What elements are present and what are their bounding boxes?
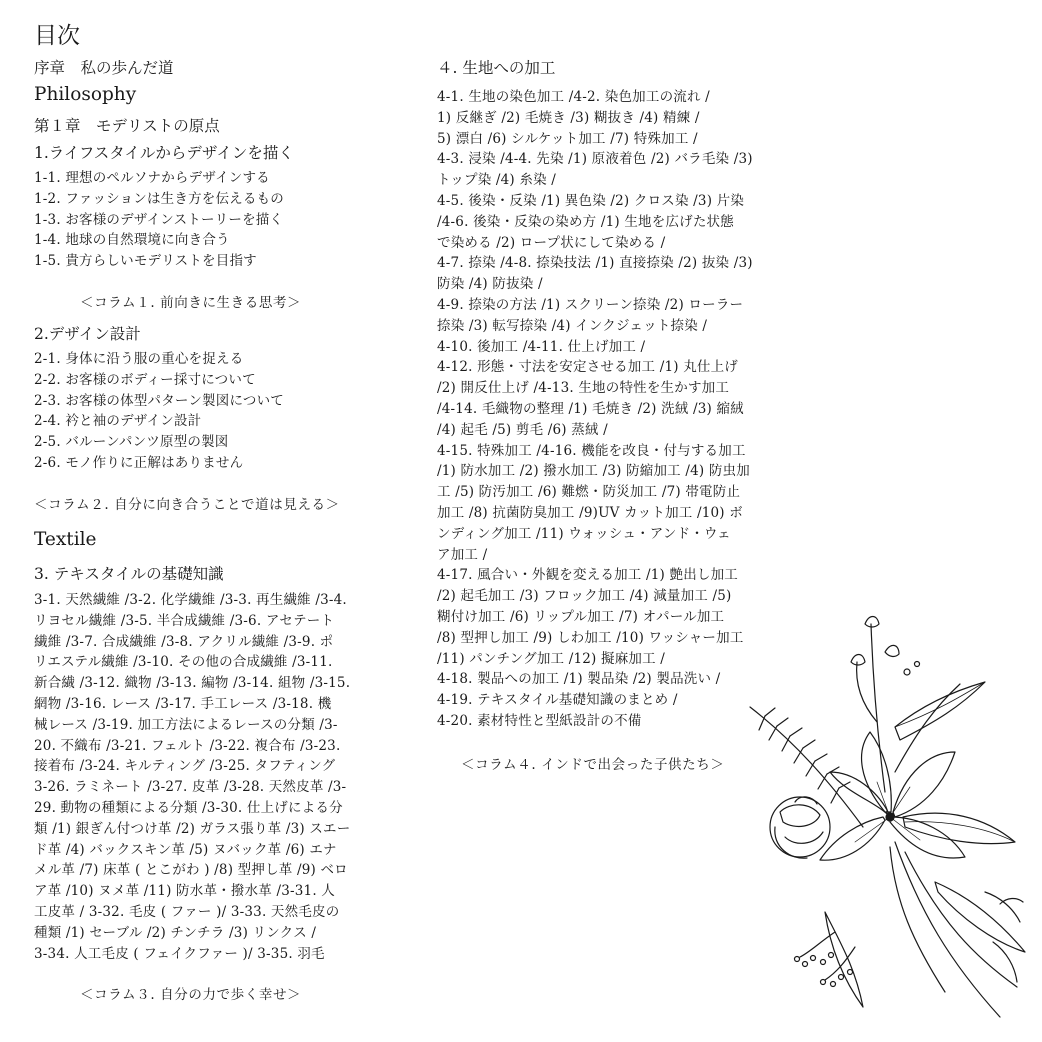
toc-line: 5) 漂白 /6) シルケット加工 /7) 特殊加工 / bbox=[437, 130, 698, 147]
toc-item: 2-3. お客様の体型パターン製図について bbox=[34, 392, 284, 409]
toc-line: 4-10. 後加工 /4-11. 仕上げ加工 / bbox=[437, 338, 646, 355]
toc-item: 2-2. お客様のボディー採寸について bbox=[34, 371, 256, 388]
toc-item: 2-1. 身体に沿う服の重心を捉える bbox=[34, 351, 244, 367]
column-note-2: ＜コラム２. 自分に向き合うことで道は見える＞ bbox=[34, 497, 340, 513]
toc-line: 加工 /8) 抗菌防臭加工 /9)UV カット加工 /10) ボ bbox=[437, 504, 743, 521]
toc-line: /4-6. 後染・反染の染め方 /1) 生地を広げた状態 bbox=[437, 213, 734, 230]
toc-line: 29. 動物の種類による分類 /3-30. 仕上げによる分 bbox=[34, 799, 343, 816]
toc-line: 20. 不織布 /3-21. フェルト /3-22. 複合布 /3-23. bbox=[34, 737, 341, 754]
section2-heading: 2.デザイン設計 bbox=[34, 325, 141, 343]
toc-line: 4-15. 特殊加工 /4-16. 機能を改良・付与する加工 bbox=[437, 442, 746, 459]
toc-item: 1-1. 理想のペルソナからデザインする bbox=[34, 170, 270, 186]
toc-line: ア加工 / bbox=[437, 546, 488, 563]
toc-line: 4-19. テキスタイル基礎知識のまとめ / bbox=[437, 692, 678, 709]
floral-illustration bbox=[745, 612, 1035, 1027]
toc-item: 1-3. お客様のデザインストーリーを描く bbox=[34, 211, 284, 228]
section4-heading: ４. 生地への加工 bbox=[437, 59, 556, 77]
prologue-heading: 序章 私の歩んだ道 bbox=[34, 59, 174, 77]
toc-line: 4-9. 捺染の方法 /1) スクリーン捺染 /2) ローラー bbox=[437, 296, 744, 313]
toc-line: 種類 /1) セーブル /2) チンチラ /3) リンクス / bbox=[34, 924, 317, 941]
toc-line: 4-18. 製品への加工 /1) 製品染 /2) 製品洗い / bbox=[437, 671, 721, 688]
toc-line: /4-14. 毛織物の整理 /1) 毛焼き /2) 洗絨 /3) 縮絨 bbox=[437, 400, 744, 417]
column-note-4: ＜コラム４. インドで出会った子供たち＞ bbox=[461, 757, 725, 773]
section1-heading: 1.ライフスタイルからデザインを描く bbox=[34, 144, 294, 162]
toc-line: 網物 /3-16. レース /3-17. 手工レース /3-18. 機 bbox=[34, 695, 332, 712]
chapter1-heading: 第１章 モデリストの原点 bbox=[34, 117, 220, 135]
toc-item: 1-5. 貴方らしいモデリストを目指す bbox=[34, 253, 257, 270]
toc-line: 繊維 /3-7. 合成繊維 /3-8. アクリル繊維 /3-9. ポ bbox=[34, 633, 334, 650]
toc-line: /2) 起毛加工 /3) フロック加工 /4) 減量加工 /5) bbox=[437, 588, 732, 605]
toc-line: /4) 起毛 /5) 剪毛 /6) 蒸絨 / bbox=[437, 421, 608, 438]
philosophy-heading: Philosophy bbox=[34, 84, 137, 105]
toc-line: 3-1. 天然繊維 /3-2. 化学繊維 /3-3. 再生繊維 /3-4. bbox=[34, 592, 347, 608]
section4-text bbox=[437, 87, 763, 732]
toc-line: 工 /5) 防汚加工 /6) 難燃・防災加工 /7) 帯電防止 bbox=[437, 484, 741, 501]
toc-line: ア革 /10) ヌメ革 /11) 防水革・撥水革 /3-31. 人 bbox=[34, 883, 336, 900]
toc-item: 1-2. ファッションは生き方を伝えるもの bbox=[34, 190, 284, 207]
toc-item: 2-5. バルーンパンツ原型の製図 bbox=[34, 434, 229, 451]
toc-line: 新合繊 /3-12. 織物 /3-13. 編物 /3-14. 組物 /3-15. bbox=[34, 675, 351, 692]
toc-line: 4-17. 風合い・外観を変える加工 /1) 艶出し加工 bbox=[437, 567, 738, 584]
toc-line: 械レース /3-19. 加工方法によるレースの分類 /3- bbox=[34, 716, 338, 733]
toc-item: 2-4. 衿と袖のデザイン設計 bbox=[34, 413, 202, 430]
toc-line: ド革 /4) バックスキン革 /5) ヌバック革 /6) エナ bbox=[34, 841, 337, 858]
toc-line: トップ染 /4) 糸染 / bbox=[437, 172, 557, 189]
toc-line: で染める /2) ロープ状にして染める / bbox=[437, 234, 666, 251]
toc-line: 1) 反継ぎ /2) 毛焼き /3) 糊抜き /4) 精練 / bbox=[437, 109, 700, 126]
textile-heading: Textile bbox=[34, 529, 97, 550]
section1-list bbox=[34, 168, 284, 272]
toc-line: 4-5. 後染・反染 /1) 異色染 /2) クロス染 /3) 片染 bbox=[437, 192, 745, 209]
toc-line: 4-1. 生地の染色加工 /4-2. 染色加工の流れ / bbox=[437, 89, 710, 105]
column-note-1: ＜コラム１. 前向きに生きる思考＞ bbox=[80, 295, 302, 311]
toc-line: 4-12. 形態・寸法を安定させる加工 /1) 丸仕上げ bbox=[437, 359, 738, 376]
section2-list bbox=[34, 349, 284, 474]
toc-line: 接着布 /3-24. キルティング /3-25. タフティング bbox=[34, 758, 336, 775]
column-note-3: ＜コラム３. 自分の力で歩く幸せ＞ bbox=[80, 987, 302, 1003]
section3-text bbox=[34, 590, 360, 964]
toc-line: ンディング加工 /11) ウォッシュ・アンド・ウェ bbox=[437, 525, 731, 542]
toc-line: リヨセル繊維 /3-5. 半合成繊維 /3-6. アセテート bbox=[34, 612, 335, 629]
toc-line: /2) 開反仕上げ /4-13. 生地の特性を生かす加工 bbox=[437, 380, 730, 397]
toc-line: 工皮革 / 3-32. 毛皮 ( ファー )/ 3-33. 天然毛皮の bbox=[34, 903, 340, 920]
toc-line: 4-20. 素材特性と型紙設計の不備 bbox=[437, 712, 642, 729]
toc-item: 1-4. 地球の自然環境に向き合う bbox=[34, 232, 230, 249]
toc-line: リエステル繊維 /3-10. その他の合成繊維 /3-11. bbox=[34, 654, 333, 671]
section3-heading: 3. テキスタイルの基礎知識 bbox=[34, 565, 224, 583]
toc-line: /1) 防水加工 /2) 撥水加工 /3) 防縮加工 /4) 防虫加 bbox=[437, 463, 750, 480]
page-title: 目次 bbox=[34, 23, 80, 49]
toc-item: 2-6. モノ作りに正解はありません bbox=[34, 454, 244, 471]
toc-line: 3-34. 人工毛皮 ( フェイクファー )/ 3-35. 羽毛 bbox=[34, 945, 325, 962]
toc-line: /11) パンチング加工 /12) 擬麻加工 / bbox=[437, 650, 666, 667]
toc-line: 4-7. 捺染 /4-8. 捺染技法 /1) 直接捺染 /2) 抜染 /3) bbox=[437, 255, 753, 272]
toc-line: 防染 /4) 防抜染 / bbox=[437, 276, 543, 293]
toc-line: 3-26. ラミネート /3-27. 皮革 /3-28. 天然皮革 /3- bbox=[34, 779, 347, 796]
toc-line: 類 /1) 銀ぎん付つけ革 /2) ガラス張り革 /3) スエー bbox=[34, 820, 351, 837]
toc-line: メル革 /7) 床革 ( とこがわ ) /8) 型押し革 /9) ベロ bbox=[34, 862, 348, 879]
toc-line: 糊付け加工 /6) リップル加工 /7) オパール加工 bbox=[437, 608, 725, 625]
toc-line: /8) 型押し加工 /9) しわ加工 /10) ワッシャー加工 bbox=[437, 629, 744, 646]
toc-line: 4-3. 浸染 /4-4. 先染 /1) 原液着色 /2) バラ毛染 /3) bbox=[437, 151, 753, 168]
toc-line: 捺染 /3) 転写捺染 /4) インクジェット捺染 / bbox=[437, 317, 708, 334]
